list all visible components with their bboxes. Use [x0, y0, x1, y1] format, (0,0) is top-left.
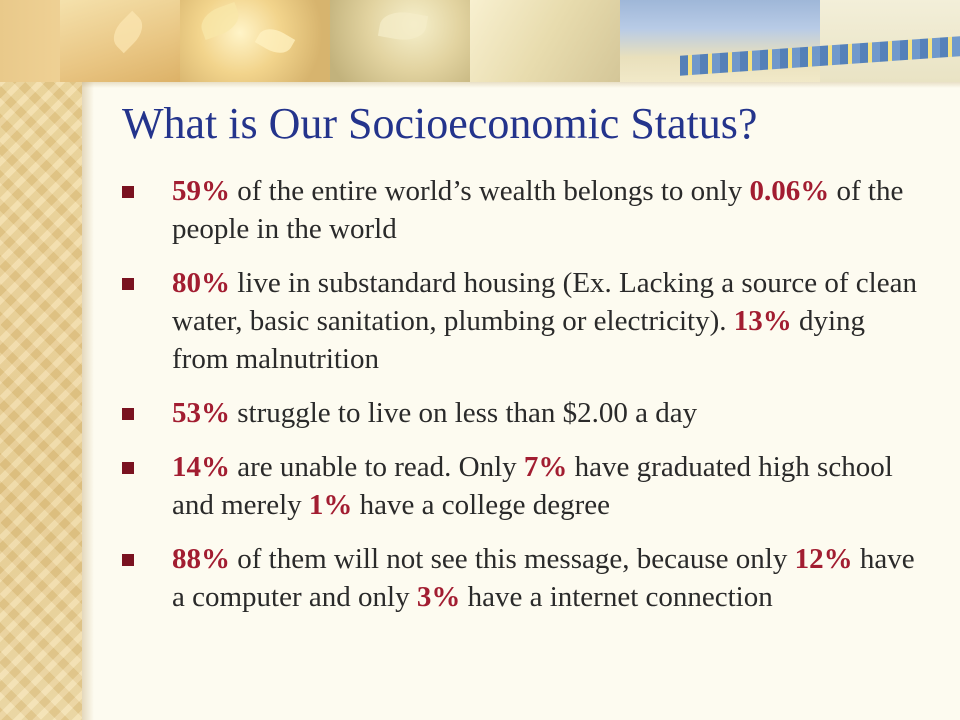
- bullet-text: of the entire world’s wealth belongs to only: [230, 175, 750, 207]
- highlighted-stat: 59%: [172, 175, 230, 207]
- highlighted-stat: 1%: [308, 489, 353, 521]
- bullet-text: of the people in the world: [172, 175, 904, 245]
- left-strip-shadow: [82, 0, 94, 720]
- square-bullet-icon: [122, 408, 134, 420]
- highlighted-stat: 88%: [172, 543, 230, 575]
- bullet-item: [122, 448, 922, 524]
- bullet-text: live in substandard housing (Ex. Lacking a source of clean water, basic sanitation, plumbing or electricity).: [172, 267, 917, 337]
- collage-panel: [470, 0, 620, 82]
- bullet-item: [122, 394, 922, 432]
- highlighted-stat: 80%: [172, 267, 230, 299]
- bullet-list: [122, 172, 922, 632]
- square-bullet-icon: [122, 186, 134, 198]
- highlighted-stat: 14%: [172, 451, 230, 483]
- highlighted-stat: 13%: [733, 305, 792, 337]
- bullet-text: have a internet connection: [460, 581, 773, 613]
- square-bullet-icon: [122, 462, 134, 474]
- left-texture-strip: [0, 0, 82, 720]
- bullet-text: of them will not see this message, because only: [230, 543, 795, 575]
- highlighted-stat: 7%: [523, 451, 568, 483]
- bullet-text: struggle to live on less than $2.00 a day: [230, 397, 698, 429]
- bullet-text: have a college degree: [352, 489, 611, 521]
- bullet-item: [122, 540, 922, 616]
- bullet-item: [122, 172, 922, 248]
- square-bullet-icon: [122, 278, 134, 290]
- banner-shadow: [82, 82, 960, 88]
- bullet-text: have a computer and only: [172, 543, 915, 613]
- highlighted-stat: 53%: [172, 397, 230, 429]
- highlighted-stat: 12%: [794, 543, 853, 575]
- bullet-text: dying from malnutrition: [172, 305, 866, 375]
- highlighted-stat: 3%: [416, 581, 461, 613]
- square-bullet-icon: [122, 554, 134, 566]
- highlighted-stat: 0.06%: [749, 175, 830, 207]
- top-collage-banner: [0, 0, 960, 82]
- bullet-text: have graduated high school and merely: [172, 451, 893, 521]
- bullet-item: [122, 264, 922, 378]
- bullet-text: are unable to read. Only: [230, 451, 524, 483]
- slide-title: What is Our Socioeconomic Status?: [122, 99, 758, 148]
